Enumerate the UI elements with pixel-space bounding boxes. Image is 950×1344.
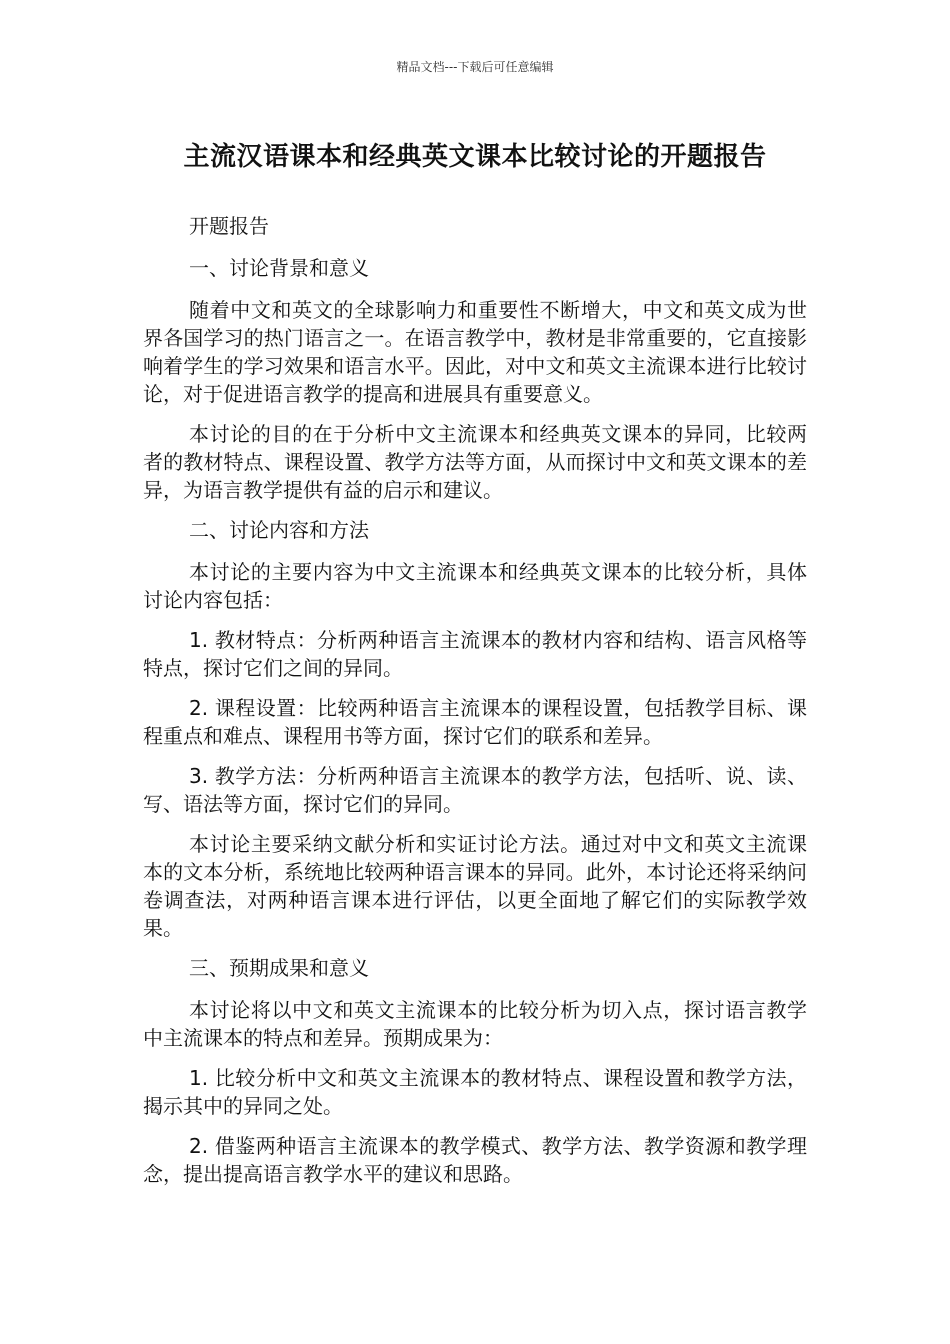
paragraph: 随着中文和英文的全球影响力和重要性不断增大，中文和英文成为世界各国学习的热门语言之一。在语言教学中，教材是非常重要的，它直接影响着学生的学习效果和语言水平。因此，对中文和英文主流课本进行比较讨论，对于促进语言教学的提高和进展具有重要意义。 bbox=[143, 298, 807, 406]
paragraph: 本讨论的目的在于分析中文主流课本和经典英文课本的异同，比较两者的教材特点、课程设置、教学方法等方面，从而探讨中文和英文课本的差异，为语言教学提供有益的启示和建议。 bbox=[143, 422, 807, 502]
page-header: 精品文档---下载后可任意编辑 bbox=[396, 60, 554, 74]
list-item: 1. 教材特点：分析两种语言主流课本的教材内容和结构、语言风格等特点，探讨它们之间的异同。 bbox=[143, 628, 807, 680]
paragraph: 本讨论的主要内容为中文主流课本和经典英文课本的比较分析，具体讨论内容包括： bbox=[143, 560, 807, 612]
paragraph: 本讨论主要采纳文献分析和实证讨论方法。通过对中文和英文主流课本的文本分析，系统地比较两种语言课本的异同。此外，本讨论还将采纳问卷调查法，对两种语言课本进行评估，以更全面地了解它们的实际教学效果。 bbox=[143, 832, 807, 940]
section-heading-3: 三、预期成果和意义 bbox=[189, 956, 369, 980]
list-item: 1. 比较分析中文和英文主流课本的教材特点、课程设置和教学方法，揭示其中的异同之处。 bbox=[143, 1066, 807, 1118]
document-body bbox=[143, 212, 807, 1200]
list-item: 2. 课程设置：比较两种语言主流课本的课程设置，包括教学目标、课程重点和难点、课程用书等方面，探讨它们的联系和差异。 bbox=[143, 696, 807, 748]
paragraph: 本讨论将以中文和英文主流课本的比较分析为切入点，探讨语言教学中主流课本的特点和差异。预期成果为： bbox=[143, 998, 807, 1050]
section-label: 开题报告 bbox=[189, 214, 269, 238]
list-item: 3. 教学方法：分析两种语言主流课本的教学方法，包括听、说、读、写、语法等方面，探讨它们的异同。 bbox=[143, 764, 807, 816]
section-heading-1: 一、讨论背景和意义 bbox=[189, 256, 369, 280]
list-item: 2. 借鉴两种语言主流课本的教学模式、教学方法、教学资源和教学理念，提出提高语言教学水平的建议和思路。 bbox=[143, 1134, 807, 1186]
document-title: 主流汉语课本和经典英文课本比较讨论的开题报告 bbox=[183, 142, 767, 172]
section-heading-2: 二、讨论内容和方法 bbox=[189, 518, 369, 542]
